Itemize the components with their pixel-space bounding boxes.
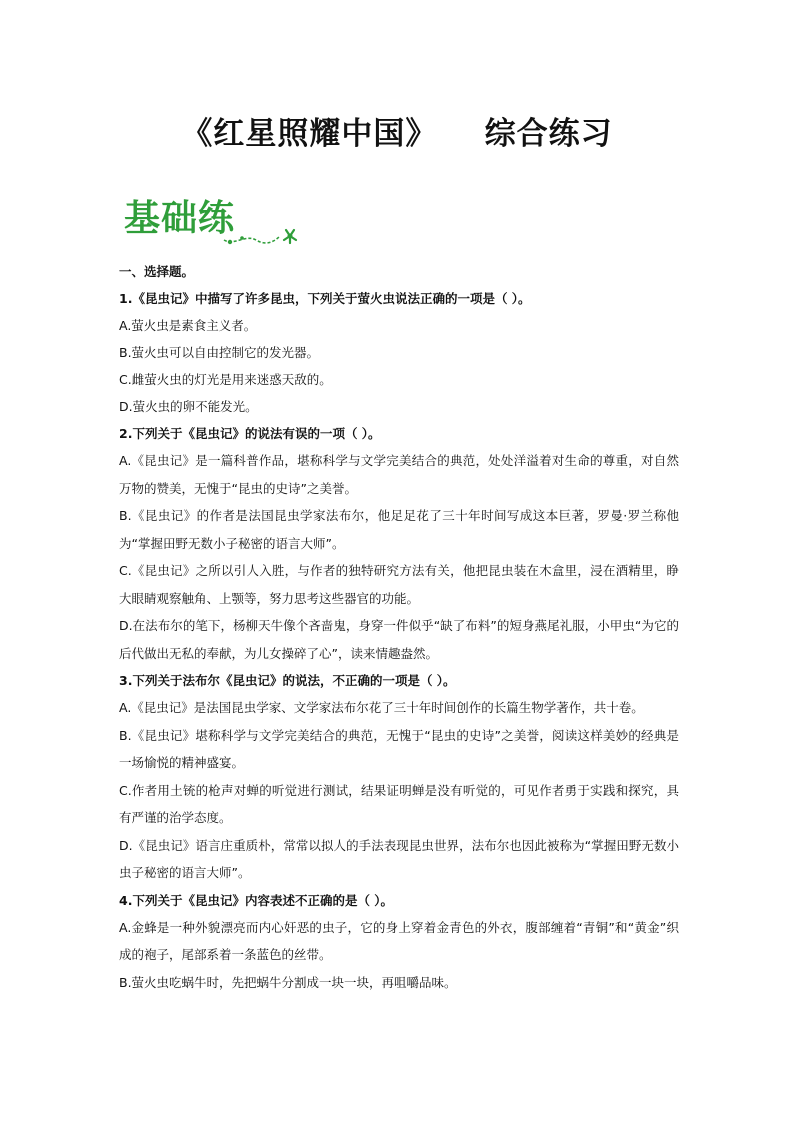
section-banner — [120, 188, 300, 248]
question-stem: 1.《昆虫记》中描写了许多昆虫，下列关于萤火虫说法正确的一项是（ ）。 — [119, 291, 531, 306]
option-b: B.萤火虫可以自由控制它的发光器。 — [119, 345, 320, 360]
option-b: B.《昆虫记》堪称科学与文学完美结合的典范，无愧于“昆虫的史诗”之美誉，阅读这样美妙的经典是一场愉悦的精神盛宴。 — [119, 727, 679, 770]
option-c: C.作者用土铳的枪声对蝉的听觉进行测试，结果证明蝉是没有听觉的，可见作者勇于实践和探究，具有严谨的治学态度。 — [119, 782, 679, 825]
question-stem: 2.下列关于《昆虫记》的说法有误的一项（ ）。 — [119, 426, 381, 441]
section-banner-label: 基础练 — [124, 198, 236, 239]
vine-flourish-icon — [220, 216, 300, 246]
question-2 — [119, 420, 679, 667]
question-1 — [119, 285, 679, 420]
exercise-content — [119, 258, 679, 996]
option-a: A.《昆虫记》是法国昆虫学家、文学家法布尔花了三十年时间创作的长篇生物学著作，共十卷。 — [119, 700, 644, 715]
option-d: D.萤火虫的卵不能发光。 — [119, 399, 258, 414]
question-3 — [119, 667, 679, 887]
option-d: D.在法布尔的笔下，杨柳天牛像个吝啬鬼，身穿一件似乎“缺了布料”的短身燕尾礼服，小甲虫“为它的后代做出无私的奉献，为儿女操碎了心”，读来情趣盎然。 — [119, 618, 679, 661]
option-d: D.《昆虫记》语言庄重质朴，常常以拟人的手法表现昆虫世界，法布尔也因此被称为“掌握田野无数小虫子秘密的语言大师”。 — [119, 837, 679, 880]
option-c: C.雌萤火虫的灯光是用来迷惑天敌的。 — [119, 372, 332, 387]
question-stem: 3.下列关于法布尔《昆虫记》的说法，不正确的一项是（ ）。 — [119, 673, 456, 688]
option-a: A.金蜂是一种外貌漂亮而内心奸恶的虫子，它的身上穿着金青色的外衣，腹部缠着“青铜”和“黄金”织成的袍子，尾部系着一条蓝色的丝带。 — [119, 919, 679, 962]
option-a: A.萤火虫是素食主义者。 — [119, 318, 257, 333]
option-b: B.萤火虫吃蜗牛时，先把蜗牛分割成一块一块，再咀嚼品味。 — [119, 974, 457, 990]
option-c: C.《昆虫记》之所以引人入胜，与作者的独特研究方法有关，他把昆虫装在木盒里，浸在酒精里，睁大眼睛观察触角、上颚等，努力思考这些器官的功能。 — [119, 563, 679, 606]
option-a: A.《昆虫记》是一篇科普作品，堪称科学与文学完美结合的典范，处处洋溢着对生命的尊重，对自然万物的赞美，无愧于“昆虫的史诗”之美誉。 — [119, 453, 679, 496]
option-b: B.《昆虫记》的作者是法国昆虫学家法布尔，他足足花了三十年时间写成这本巨著，罗曼·罗兰称他为“掌握田野无数小子秘密的语言大师”。 — [119, 508, 679, 551]
question-stem: 4.下列关于《昆虫记》内容表述不正确的是（ ）。 — [119, 892, 394, 908]
section-heading: 一、选择题。 — [119, 264, 195, 279]
question-4 — [119, 887, 679, 997]
document-title: 《红星照耀中国》 综合练习 — [181, 116, 613, 152]
